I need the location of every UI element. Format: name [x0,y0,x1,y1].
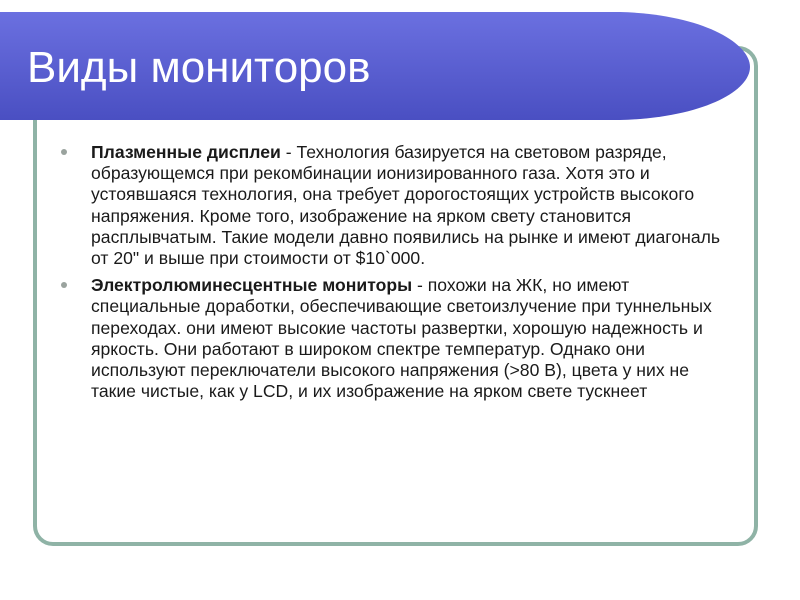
title-banner [0,12,752,122]
bullet-dot-icon [61,282,67,288]
bullet-term: Плазменные дисплеи [91,142,281,162]
bullet-text: - Технология базируется на световом разряде, образующемся при рекомбинации ионизированного газа. Хотя это и устоявшаяся технология, она требует дорогостоящих устройств высокого напряжения. Кроме того, изображение на ярком свету становится расплывчатым. Такие модели давно появились на рынке и имеют диагональ от 20" и выше при стоимости от $10`000. [91,142,721,269]
list-item [58,142,738,269]
slide-title: Виды мониторов [27,43,371,92]
bullet-term: Электролюминесцентные мониторы [91,275,413,296]
bullet-text: - похожи на ЖК, но имеют специальные доработки, обеспечивающие светоизлучение при туннельных переходах. они имеют высокие частоты развертки, хорошую надежность и яркость. Они работают в широком спектре температур. Однако они используют переключатели высокого напряжения (>80 В), цвета у них не такие чистые, как у LCD, и их изображение на ярком свете тускнеет [91,275,712,402]
bullet-list [58,142,738,408]
list-item [58,275,738,402]
bullet-dot-icon [61,149,67,155]
